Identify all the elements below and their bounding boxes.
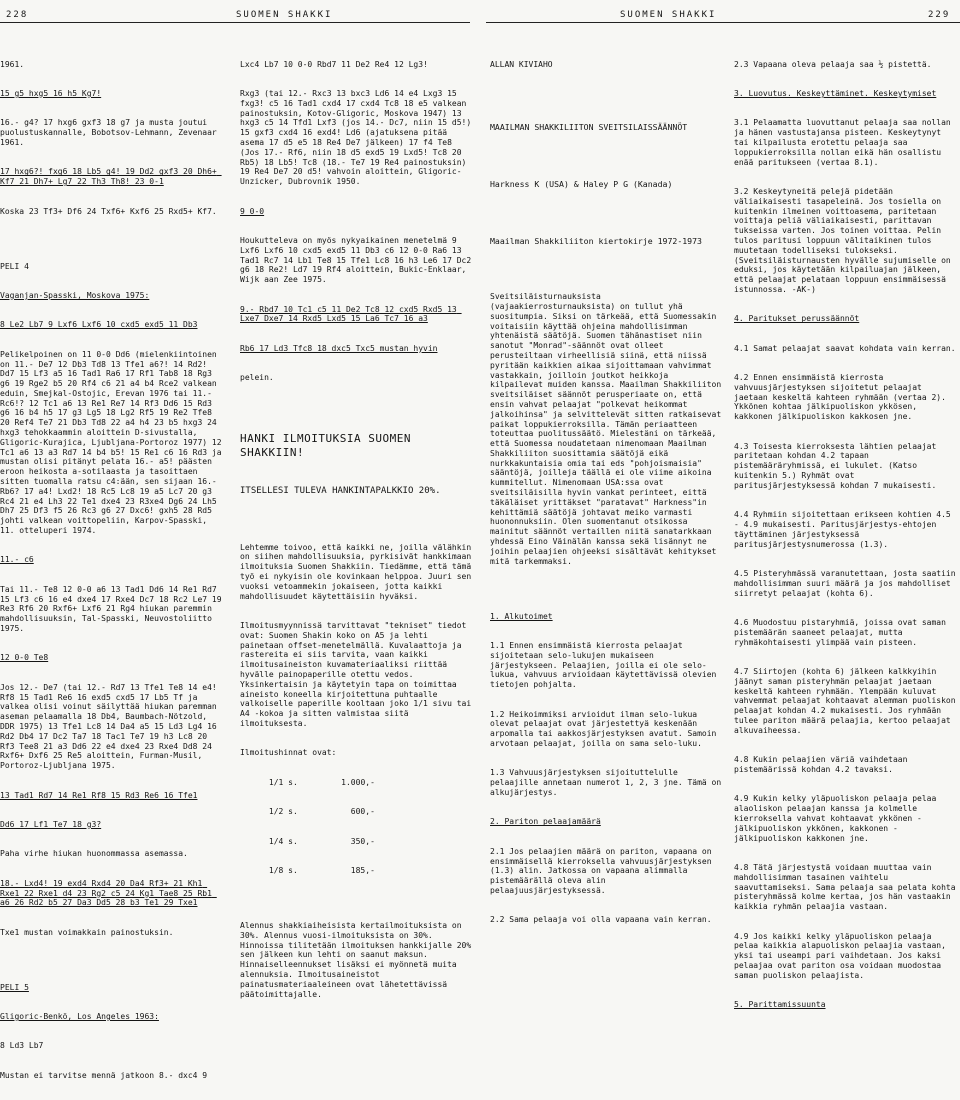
text-line: Paha virhe hiukan huonommassa asemassa. [0, 849, 188, 859]
running-title-right: SUOMEN SHAKKI [620, 10, 717, 20]
announcement-body: Ilmoitusmyynnissä tarvittavat "tekniset" tiedot ovat: Suomen Shakin koko on A5 ja lehti painetaan offset-menetelmällä. Kuvalaattoja ja rastereita ei siis tarvita, vaan kaikki ilmoitusaineiston kuvamateriaaliksi riittää hyvälle painopaperille otettu vedos. Yksinkertaisin ja käytetyin tapa on toimittaa aineisto koneella kirjoitettuna puhtaalle valkoiselle paperille kooltaan joko 1/1 sivu tai A4 -kokoa ja sitten valmistaa siitä ilmoituksesta. [240, 621, 477, 728]
move-line: 15 g5 hxg5 16 h5 Kg7! [0, 88, 102, 98]
article-subtitle: Harkness K (USA) & Haley P G (Kanada) [490, 178, 673, 189]
header-rule-right [486, 22, 960, 23]
section-heading: 2. Pariton pelaajamäärä [490, 817, 601, 827]
column-left-2 [240, 40, 477, 999]
announcement-footer: Alennus shakkiaiheisista kertailmoituksista on 30%. Alennus vuosi-ilmoituksista on 30%. Hinnoissa tilitetään ilmoituksen hankkijalle 20% sen jälkeen kun lehti on saanut maksun. Hinnaiselleennukset lisäksi ei myönnetä muita alennuksia. Ilmoitusaineistot painatusmateriaaleineen ovat lähetettävissä päätoimittajalle. [240, 920, 477, 999]
text-paragraph: Houkutteleva on myös nykyaikainen menetelmä 9 Lxf6 Lxf6 10 cxd5 exd5 11 Db3 c6 12 0-0 Ra6 13 Tad1 Rc7 14 Lb1 Te8 15 Tfe1 Lc8 16 h3 Le6 17 Dc2 g6 18 Re2! Ld7 19 Rf4 aloittein, Bukic-Enklaar, Wijk aan Zee 1975. [240, 235, 477, 285]
section-text: 4.5 Pisteryhmässä varanutettaan, josta saatiin mahdollisimman suuri määrä ja jos mahdolliset siirretyt pelaajat (kohta 6). [734, 569, 960, 598]
text-line: Txe1 mustan voimakkain painostuksin. [0, 927, 174, 937]
announcement-heading: HANKI ILMOITUKSIA SUOMEN SHAKKIIN! [240, 431, 419, 459]
section-text: 4.2 Ennen ensimmäistä kierrosta vahvuusjärjestyksen sijoitetut pelaajat jaetaan keskeltä kahteen ryhmään (vertaa 2). Ykkönen kohtaa jälkipuoliskon ykkösen, kakkonen jälkipuoliskon kakkosen jne. [734, 373, 951, 422]
section-text: 4.3 Toisesta kierroksesta lähtien pelaajat paritetaan kohdan 4.2 tapaan pistemääräryhmissä, ei lukulet. (Katso kuitenkin 5.) Ryhmät ovat paritusjärjestyksessä kohdan 7 mukaisesti. [734, 441, 942, 490]
announcement-subheading: ITSELLESI TULEVA HANKINTAPALKKIO 20%. [240, 486, 441, 497]
move-line: 18.- Lxd4! 19 exd4 Rxd4 20 Da4 Rf3+ 21 Kh1 Rxe1 22 Rxe1 d4 23 Rg2 c5 24 Kg1 Tae8 25 Rb1 a6 26 Rd2 b5 27 Da3 Dd5 28 b3 Te1 29 Txe1 [0, 878, 217, 908]
game-heading: PELI 5 [0, 982, 29, 992]
page-header [0, 6, 960, 28]
text-paragraph: Jos 12.- De7 (tai 12.- Rd7 13 Tfe1 Te8 14 e4! Rf8 15 Tad1 Re6 16 exd5 cxd5 17 Lb5 Tf ja valkea olisi voinut säilyttää hiukan paremman aseman pelaamalla 18 Db4, Baumbach-Nötzold, DDR 1975) 13 Tfe1 Lc8 14 Da4 a5 15 Ld3 Lg4 16 Rd2 Db4 17 Dc2 Ta7 18 Tac1 Te7 19 h3 Lc8 20 Rf3 Tee8 21 a3 Dd6 22 e4 dxe4 23 Rxe4 Dd8 24 Rxf6+ Dxf6 25 Re5 aloittein, Furman-Musil, Portoroz-Ljubljana 1975. [0, 682, 222, 771]
game-title: Gligoric-Benkö, Los Angeles 1963: [0, 1012, 159, 1022]
article-author: ALLAN KIVIAHO [490, 59, 553, 69]
text-line: Mustan ei tarvitse mennä jatkoon 8.- dxc4 9 [0, 1070, 208, 1080]
section-heading: 3. Luovutus. Keskeyttäminet. Keskeytymiset [734, 88, 937, 98]
column-right-1 [490, 40, 727, 925]
move-line: 8 Ld3 Lb7 [0, 1041, 44, 1051]
section-text: 4.8 Tätä järjestystä voidaan muuttaa vain mahdollisimman tasainen vaihtelu saavuttamiseksi. Sama pelaaja saa pelata kohta pisteryhmässä kolme kertaa, jos hän vastaakin kaikkia ryhmän pelaajia vastaan. [734, 862, 960, 912]
text-paragraph: Koska 23 Tf3+ Df6 24 Txf6+ Kxf6 25 Rxd5+ Kf7. [0, 206, 217, 216]
page-number-right: 229 [928, 10, 951, 20]
section-text: 4.9 Jos kaikki kelky yläpuoliskon pelaaja pelaa kaikkia alapuoliskon pelaajia vastaan, yksi tai useampi pari vaihdetaan. Jos kaksi pelaajaa ovat pariton osa voidaan muodostaa saman puoliskon pelaajista. [734, 931, 951, 980]
move-line: 17 hxg6?! fxg6 18 Lb5 g4! 19 Dd2 gxf3 20 Dh6+ Kf7 21 Dh7+ Lg7 22 Th3 Th8! 23 0-1 [0, 167, 222, 187]
move-line: Dd6 17 Lf1 Te7 18 g3? [0, 819, 102, 829]
text-paragraph: Pelikelpoinen on 11 0-0 Dd6 (mielenkiintoinen on 11.- De7 12 Db3 Td8 13 Tfe1 a6?! 14 Rd2! Dd7 15 Lf3 a5 16 Tad1 Ra6 17 Rf1 Tab8 18 Rg3 g6 19 Rge2 b5 20 Rf4 c6 21 a4 b4 Rce2 valkean eduin, Smejkal-Ostojic, Erevan 1976 tai 11.- Rc6!? 12 Tc1 a6 13 Re1 Re7 14 Rf3 Dd6 15 Rd3 g6 16 b4 h5 17 g3 Lg5 18 Lg2 Rf5 19 Re2 Tfe8 20 Ref4 Te7 21 Db3 Td8 22 a4 h4 23 b5 hxg3 24 hxg3 tehokkaammin aloittein D-sivustalla, Gligoric-Kurajica, Ljubljana-Portoroz 1977) 12 Tc1 a6 13 a3 Rd7 14 b4 b5! 15 Re1 c6 16 Rd3 ja mustan olisi pitänyt pelata 16.- a5! päästen eroon heikosta a-sotilaasta ja tasoittaen sitten tuomalla ratsu c4:ään, sen sijaan 16.- Rb6? 17 a4! Lxd2! 18 Rc5 Lc8 19 a5 Lc7 20 g3 Rc4 21 e4 Lh3 22 Te1 dxe4 23 R3xe4 Dg6 24 Lh5 Dh7 25 Df3 f5 26 Rc3 g6 27 Dxc6! gxh5 28 Rd5 johti valkean voittopeliin, Karpov-Spasski, 11. otteluperi 1974. [0, 349, 227, 536]
price-row: 1/2 s. 600,- [268, 807, 375, 817]
price-row: 1/4 s. 350,- [268, 836, 375, 846]
text-paragraph: Tai 11.- Te8 12 0-0 a6 13 Tad1 Dd6 14 Re1 Rd7 15 Lf3 c6 16 e4 dxe4 17 Rxe4 Dc7 18 Rc2 Le7 19 Re3 Rf6 20 Rxf6+ Lxf6 21 Rg4 hiukan paremmin mahdollisuuksin, Tal-Spasski, Neuvostoliitto 1975. [0, 584, 227, 634]
price-row: 1/8 s. 185,- [268, 865, 375, 875]
article-intro: Sveitsiläisturnauksista (vajaakierrosturnauksista) on tullut yhä suositumpia. Siksi on tärkeää, että Suomessakin voitaisiin käyttää ohjeina mahdollisimman yhtenäistä säätöjä. Suomen tähänastiset niin sanotut "Monrad"-säännöt ovat olleet perusteiltaan virheellisiä siinä, että niissä pyritään kaikkien aikaa sijoittamaan vahvimmat vastakkain, joilloin joutkot heikkoja kilpailevat muiden kanssa. Maailman Shakkiliiton sveitsiläiset säännöt perusperiaate on, että ensin vahvat pelaajat "polkevat heikommat jalkoihinsa" ja selvittelevät sitten ratkaisevat paikat loppukierroksilla. Tämän periaatteen toteuttaa puolitussäätö. Mielestäni on tärkeää, että Suomessa noudatetaan nimenomaan Maailman Shakkiliiton suosittamia säätöjä eikä nurkkakuntaisia omia tai eds "pohjoismaisia" sääntöjä, joilleja täällä ei ole viime aikoina kummitellut. Nimenomaan USA:ssa ovat sveitsiläisilla hyvin vankat perinteet, eittä täkäläiset yrittäkset "paratavat" Harkness"in kehittämiä säätöjä johtavat meiko varmasti huononnuksiin. Olen suomentanut otsikossa mainitut säännöt vertaillen niitä sanatarkkaan yhdessä Eino Väinälän kanssa sekä lisännyt ne joihin pelaajien ohjeeksi sisältävät kehitykset mitä tarkemmaksi. [490, 292, 727, 566]
section-text: 3.2 Keskeytyneitä pelejä pidetään väliaikaisesti tasapeleinä. Jos tosiella on kuitenkin ilmeinen voittoasema, paritetaan voittaja peliä väliaikaisesti, parittavan tukseissa varten. Jos toinen voittaa. Pelin tulos paritusi loppuun välitaikinen tulos muutetaan todelliseksi tulokseksi. (Sveitsiläisturnausten hyvälle sujumiselle on eduksi, jos käytetään kilpailuajan jälkeen, että pelaajat pelataan loppuun ensimmäisessä istunnossa. -AK-) [734, 186, 956, 294]
move-line: 9 0-0 [240, 206, 265, 216]
section-text: 1.3 Vahvuusjärjestyksen sijoituttelulle pelaajille annetaan numerot 1, 2, 3 jne. Tämä on alkujärjestys. [490, 768, 727, 797]
move-line: Rb6 17 Ld3 Tfc8 18 dxc5 Txc5 mustan hyvin [240, 343, 438, 353]
article-title: MAAILMAN SHAKKILIITON SVEITSILAISSÄÄNNÖT [490, 121, 688, 132]
section-text: 1.2 Heikoimmiksi arvioidut ilman selo-lukua olevat pelaajat ovat järjestettyä keskenään arpomalla tai aakkosjärjestyksen avatut. Samoin arvotaan pelaajat, joilla on sama selo-luku. [490, 709, 722, 748]
section-text: 4.7 Siirtojen (kohta 6) jälkeen kalkkyihin jäänyt saman pisteryhmän pelaajat jaetaan keskeltä kahteen ryhmään. Ylempään kuluvat vahvemmat pelaajat kohtaavat alemman puoliskon pelaajat kohdan 4.2 mukaisesti. Jos ryhmään tulee pariton määrä pelaajia, kertoo pelaajat alkuvaiheessa. [734, 667, 960, 735]
ad-announcement [240, 412, 477, 1019]
section-text: 2.3 Vapaana oleva pelaaja saa ½ pistettä. [734, 59, 932, 69]
text-paragraph: Rxg3 (tai 12.- Rxc3 13 bxc3 Ld6 14 e4 Lxg3 15 fxg3! c5 16 Tad1 cxd4 17 cxd4 Tc8 18 e5 valkean painostuksin, Kotov-Gligoric, Moskova 1947) 13 hxg3 c5 14 Tfd1 Lxf3 (jos 14.- Dc7, niin 15 d5!) 15 gxf3 cxd4 16 exd4! Ld6 (ajatuksena pitää asema 17 d5 e5 18 Re4 De7 jälkeen) 17 f4 Te8 (Jos 17.- Rf6, niin 18 d5 exd5 19 Lxd5! Tc8 20 Rb5) 18 Lb5! Tc8 (18.- Te7 19 Re4 painostuksin) 19 Re4 De7 20 d5! vahvoin aloittein, Gligoric-Unzicker, Dubrovnik 1950. [240, 88, 477, 187]
section-text: 4.8 Kukin pelaajien väriä vaihdetaan pistemäärissä kohdan 4.2 tavaksi. [734, 755, 913, 774]
game-heading: PELI 4 [0, 261, 29, 271]
move-line: 12 0-0 Te8 [0, 653, 49, 663]
move-line: 8 Le2 Lb7 9 Lxf6 Lxf6 10 cxd5 exd5 11 Db3 [0, 320, 198, 330]
section-text: 2.2 Sama pelaaja voi olla vapaana vain kerran. [490, 915, 712, 925]
text-paragraph: 16.- g4? 17 hxg6 gxf3 18 g7 ja musta joutui puolustuskannalle, Bobotsov-Lehmann, Zevenaar 1961. [0, 118, 222, 147]
section-text: 4.9 Kukin kelky yläpuoliskon pelaaja pelaa alaoliskon pelaajan kanssa ja kolmelle kierroksella vahvat kohtaavat ykkönen - jälkipuoliskon ykkönen, kakkonen - jälkipuoliskon kakkonen jne. [734, 794, 942, 843]
section-heading: 4. Paritukset perussäännöt [734, 314, 860, 324]
section-heading: 1. Alkutoimet [490, 611, 553, 621]
game-title: Vaganjan-Spasski, Moskova 1975: [0, 290, 150, 300]
section-text: 2.1 Jos pelaajien määrä on pariton, vapaana on ensimmäisellä kierroksella vahvuusjärjestyksen (1.3) alin. Jatkossa on vapaana alimmalla pistemäärällä oleva alin pelaajuusjärjestyksessä. [490, 846, 717, 895]
announcement-body: Lehtemme toivoo, että kaikki ne, joilla välähkin on siihen mahdollisuuksia, pyrkisivät hankkimaan ilmoituksia Suomen Shakkiin. Tiedämme, että tämä työ ei nykyisin ole kovinkaan helppoa. Juuri sen vuoksi vetoammekin jokaiseen, jotta kaikki mahdollisuudet käytettäisiin hyväksi. [240, 542, 477, 601]
move-line: 9.- Rbd7 10 Tc1 c5 11 De2 Tc8 12 cxd5 Rxd5 13 Lxe7 Dxe7 14 Rxd5 Lxd5 15 La6 Tc7 16 a3 [240, 304, 462, 324]
text-line: pelein. [240, 373, 274, 383]
text-line: 1961. [0, 59, 25, 69]
move-line: 11.- c6 [0, 555, 34, 565]
article-source: Maailman Shakkiliiton kiertokirje 1972-1973 [490, 235, 702, 246]
section-text: 4.1 Samat pelaajat saavat kohdata vain kerran. [734, 343, 956, 353]
section-text: 3.1 Pelaamatta luovuttanut pelaaja saa nollan ja hänen vastustajansa pisteen. Keskeytynyt tai kilpailusta erotettu pelaaja saa loppukierroksilla nollan eikä hän osallistu enää paritukseen (vertaa 8.1). [734, 118, 956, 167]
column-left-1 [0, 40, 227, 1080]
section-heading: 5. Parittamissuunta [734, 1000, 826, 1010]
move-line: 13 Tad1 Rd7 14 Re1 Rf8 15 Rd3 Re6 16 Tfe1 [0, 790, 198, 800]
section-text: 4.6 Muodostuu pistaryhmiä, joissa ovat saman pistemäärän saaneet pelaajat, mutta ryhmäkohtaisesti ylimpää vain pisteen. [734, 618, 951, 647]
column-right-2 [734, 40, 960, 1010]
header-rule-left [0, 22, 470, 23]
move-line: Lxc4 Lb7 10 0-0 Rbd7 11 De2 Re4 12 Lg3! [240, 59, 428, 69]
section-text: 1.1 Ennen ensimmäistä kierrosta pelaajat sijoitetaan selo-lukujen mukaiseen järjestykseen. Pelaajien, joilla ei ole selo-lukua, vahvuus arvioidaan käytettävissä olevien tietojen pohjalta. [490, 641, 722, 690]
page-number-left: 228 [6, 10, 29, 20]
prices-title: Ilmoitushinnat ovat: [240, 748, 337, 758]
running-title-left: SUOMEN SHAKKI [236, 10, 333, 20]
price-row: 1/1 s. 1.000,- [268, 777, 375, 787]
section-text: 4.4 Ryhmiin sijoitettaan erikseen kohtien 4.5 - 4.9 mukaisesti. Paritusjärjestys-ehtojen täyttäminen järjestyksessä paritusjärjestysnumerossa (1.3). [734, 510, 956, 549]
